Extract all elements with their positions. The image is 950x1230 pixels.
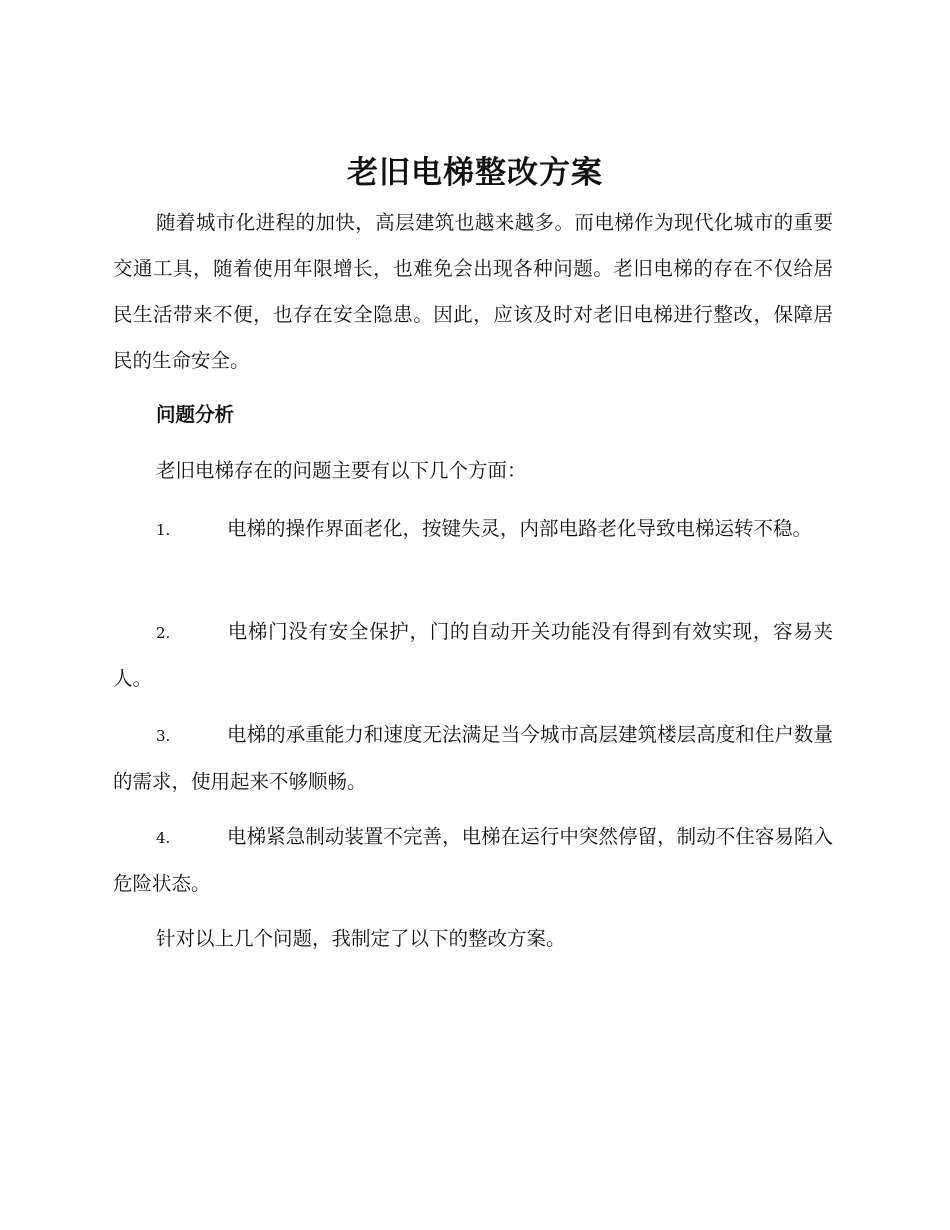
list-item — [113, 712, 833, 805]
list-item-text: 电梯门没有安全保护，门的自动开关功能没有得到有效实现，容易夹人。 — [113, 620, 833, 690]
list-item-number: 2. — [156, 624, 171, 642]
list-item-number: 3. — [156, 727, 171, 745]
list-item — [113, 609, 833, 702]
list-item-text: 电梯紧急制动装置不完善，电梯在运行中突然停留，制动不住容易陷入危险状态。 — [113, 825, 833, 895]
list-item — [113, 506, 833, 553]
conclusion-paragraph: 针对以上几个问题，我制定了以下的整改方案。 — [156, 927, 566, 950]
list-item-text: 电梯的操作界面老化，按键失灵，内部电路老化导致电梯运转不稳。 — [227, 517, 813, 540]
intro-paragraph: 随着城市化进程的加快，高层建筑也越来越多。而电梯作为现代化城市的重要交通工具，随着使用年限增长，也难免会出现各种问题。老旧电梯的存在不仅给居民生活带来不便，也存在安全隐患。因此，应该及时对老旧电梯进行整改，保障居民的生命安全。 — [113, 211, 833, 372]
list-item-text: 电梯的承重能力和速度无法满足当今城市高层建筑楼层高度和住户数量的需求，使用起来不够顺畅。 — [113, 723, 833, 793]
list-item — [113, 814, 833, 907]
section-lead-paragraph: 老旧电梯存在的问题主要有以下几个方面： — [156, 459, 527, 482]
list-item-number: 4. — [156, 829, 171, 847]
list-item-number: 1. — [156, 521, 171, 539]
section-heading: 问题分析 — [156, 403, 235, 426]
document-title: 老旧电梯整改方案 — [347, 155, 603, 191]
